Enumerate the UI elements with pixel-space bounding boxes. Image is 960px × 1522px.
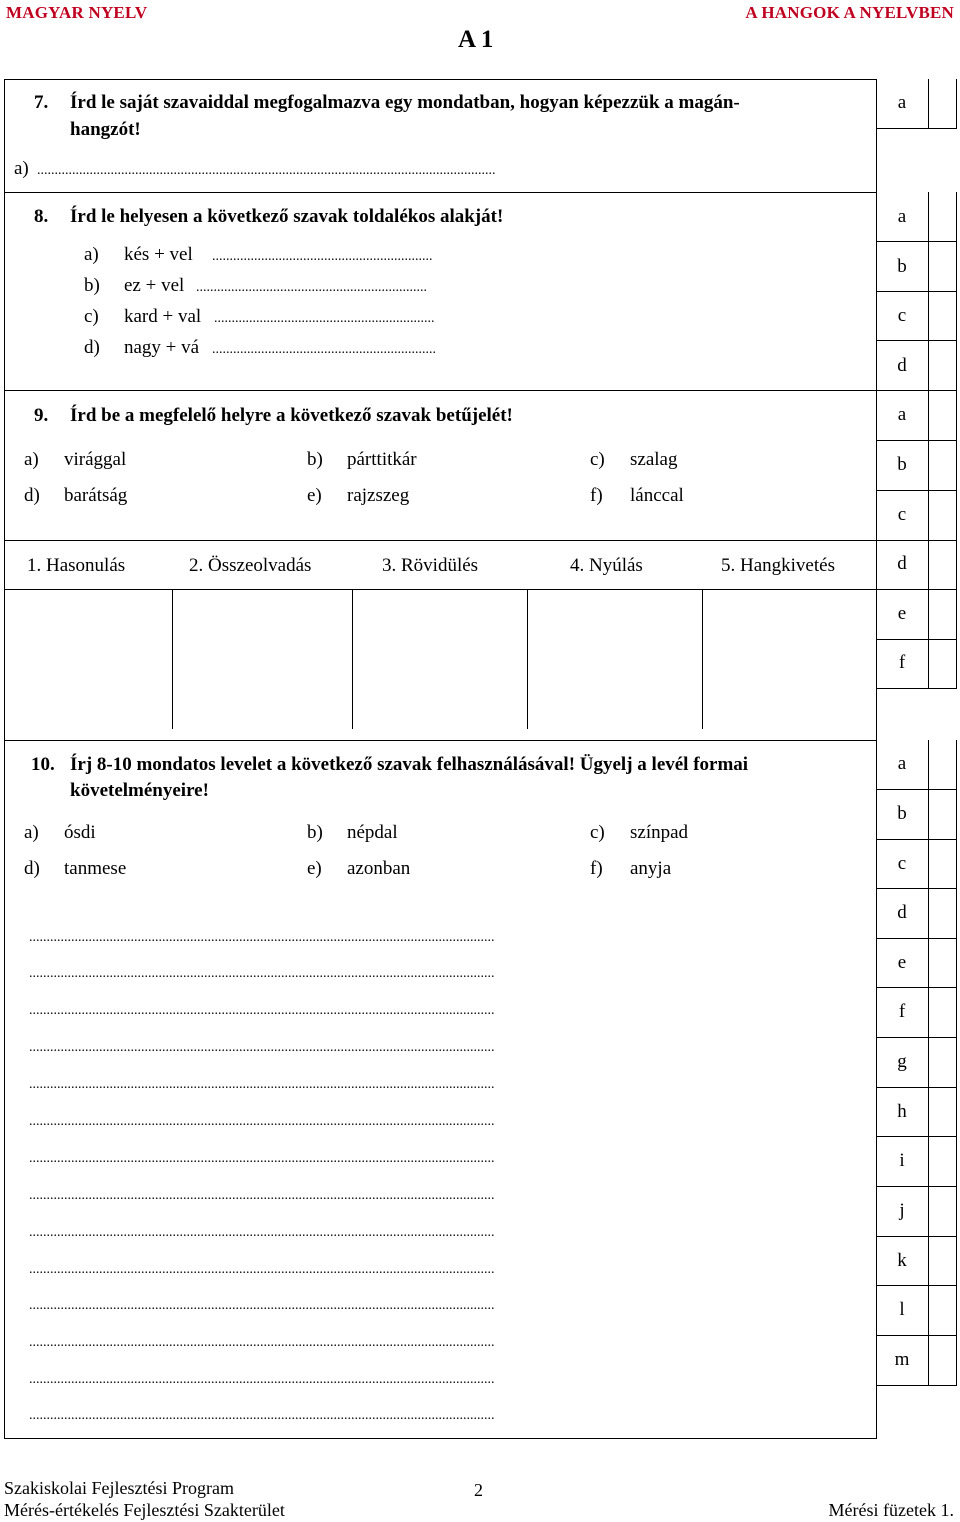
q9-category-header: 5. Hangkivetés	[721, 555, 835, 576]
score-q10-l: l	[899, 1299, 905, 1320]
test-code: A 1	[458, 26, 494, 53]
score-q9-col-right	[956, 390, 957, 688]
q9-answer-cell-nyulas[interactable]	[528, 590, 701, 728]
q10-answer-line[interactable]: .....................................................................................................................................	[29, 1188, 495, 1203]
score-q10-sep	[876, 839, 957, 840]
score-q10-sep	[876, 1335, 957, 1336]
q7-answer-prefix: a)	[14, 158, 29, 179]
score-q9-a: a	[897, 404, 907, 425]
score-q10-sep	[876, 987, 957, 988]
header-right: A HANGOK A NYELVBEN	[745, 3, 954, 22]
q8-item-word: kard + val	[124, 306, 202, 327]
score-q9-b: b	[897, 454, 907, 475]
q10-answer-line[interactable]: .....................................................................................................................................	[29, 1151, 495, 1166]
score-q9-sep-3	[876, 540, 957, 541]
q7-answer-line[interactable]: ...................................................................................................................................	[37, 163, 496, 178]
q8-item-letter: a)	[84, 244, 99, 265]
q8-item-letter: d)	[84, 337, 100, 358]
q9-word: virággal	[64, 449, 127, 470]
q9-category-header: 2. Összeolvadás	[189, 555, 312, 576]
q9-word: szalag	[630, 449, 678, 470]
q9-word: lánccal	[630, 485, 684, 506]
score-q10-sep	[876, 1385, 957, 1386]
q8-number: 8.	[34, 206, 49, 227]
q10-answer-line[interactable]: .....................................................................................................................................	[29, 1077, 495, 1092]
score-q9-sep-6	[876, 688, 957, 689]
q9-word-letter: d)	[24, 485, 40, 506]
header-left: MAGYAR NYELV	[6, 3, 148, 22]
q8-text: Írd le helyesen a következő szavak toldalékos alakját!	[70, 206, 504, 227]
q9-text: Írd be a megfelelő helyre a következő szavak betűjelét!	[70, 405, 513, 426]
q10-word-letter: a)	[24, 822, 39, 843]
q8-item-word: kés + vel	[124, 244, 193, 265]
score-q9-f: f	[898, 652, 906, 673]
footer-program: Szakiskolai Fejlesztési Program	[4, 1478, 234, 1498]
score-q10-sep	[876, 1186, 957, 1187]
q10-answer-line[interactable]: .....................................................................................................................................	[29, 1298, 495, 1313]
q9-word-letter: e)	[307, 485, 322, 506]
score-q10-sep	[876, 1136, 957, 1137]
q10-answer-line[interactable]: .....................................................................................................................................	[29, 1003, 495, 1018]
q10-word-letter: b)	[307, 822, 323, 843]
footer-department: Mérés-értékelés Fejlesztési Szakterület	[4, 1500, 285, 1520]
score-q10-sep	[876, 1087, 957, 1088]
q9-category-header: 4. Nyúlás	[570, 555, 643, 576]
score-q9-e: e	[897, 603, 907, 624]
score-q10-m: m	[894, 1349, 910, 1370]
q10-answer-line[interactable]: .....................................................................................................................................	[29, 966, 495, 981]
q10-number: 10.	[31, 754, 55, 775]
score-q8-b: b	[897, 256, 907, 277]
score-q10-f: f	[898, 1001, 906, 1022]
q10-word-letter: f)	[590, 858, 603, 879]
q9-word: párttitkár	[347, 449, 417, 470]
q9-answer-cell-hangkivetes[interactable]	[703, 590, 875, 728]
score-q10-j: j	[899, 1200, 905, 1221]
score-q10-h: h	[897, 1101, 907, 1122]
score-q10-i: i	[899, 1150, 905, 1171]
score-q9-sep-5	[876, 639, 957, 640]
q10-word: azonban	[347, 858, 411, 879]
q8-item-answer-line[interactable]: ................................................................	[212, 342, 436, 357]
q10-word-letter: c)	[590, 822, 605, 843]
score-q10-k: k	[897, 1250, 907, 1271]
q8-item-answer-line[interactable]: ...............................................................	[214, 311, 435, 326]
score-q10-sep	[876, 1285, 957, 1286]
q10-answer-line[interactable]: .....................................................................................................................................	[29, 1225, 495, 1240]
score-q10-sep	[876, 938, 957, 939]
score-q9-sep-4	[876, 589, 957, 590]
q9-word-letter: a)	[24, 449, 39, 470]
score-q7-box-bottom	[876, 128, 957, 129]
q10-answer-line[interactable]: .....................................................................................................................................	[29, 1372, 495, 1387]
score-q10-e: e	[897, 952, 907, 973]
score-q10-sep	[876, 1236, 957, 1237]
frame-top	[4, 79, 877, 80]
q8-item-letter: c)	[84, 306, 99, 327]
q10-answer-line[interactable]: .....................................................................................................................................	[29, 1114, 495, 1129]
q8-item-answer-line[interactable]: ..................................................................	[196, 280, 427, 295]
score-q7-box-left	[928, 79, 929, 128]
q10-word-letter: e)	[307, 858, 322, 879]
page-number: 2	[474, 1480, 483, 1500]
q7-text-line1: Írd le saját szavaiddal megfogalmazva egy mondatban, hogyan képezzük a magán-	[70, 92, 740, 113]
score-q7-box-right	[956, 79, 957, 128]
q9-table-top	[4, 540, 877, 541]
q9-category-header: 1. Hasonulás	[27, 555, 126, 576]
q10-answer-line[interactable]: .....................................................................................................................................	[29, 1335, 495, 1350]
score-q10-a: a	[897, 753, 907, 774]
score-q10-sep	[876, 789, 957, 790]
q10-text-line1: Írj 8-10 mondatos levelet a következő szavak felhasználásával! Ügyelj a levél formai	[70, 754, 749, 775]
q8-item-word: ez + vel	[124, 275, 185, 296]
q9-number: 9.	[34, 405, 49, 426]
score-q10-sep	[876, 1037, 957, 1038]
q10-text-line2: követelményeire!	[70, 780, 209, 801]
q10-word: tanmese	[64, 858, 127, 879]
q8-q9-divider	[4, 390, 877, 391]
frame-bottom	[4, 1438, 877, 1439]
q8-item-answer-line[interactable]: ...............................................................	[212, 249, 433, 264]
q10-answer-line[interactable]: .....................................................................................................................................	[29, 1408, 495, 1423]
q9-word-letter: c)	[590, 449, 605, 470]
score-q9-sep-1	[876, 440, 957, 441]
q9-answer-cell-rovidules[interactable]	[353, 590, 526, 728]
score-q9-col-left	[928, 390, 929, 688]
score-q7-a: a	[897, 92, 907, 113]
q10-answer-line[interactable]: .....................................................................................................................................	[29, 1040, 495, 1055]
q10-word-letter: d)	[24, 858, 40, 879]
q7-q8-divider	[4, 192, 877, 193]
q9-answer-cell-osszeolvadas[interactable]	[173, 590, 351, 728]
score-q8-sep-2	[876, 291, 957, 292]
q9-answer-cell-hasonulas[interactable]	[5, 590, 171, 728]
q7-text-line2: hangzót!	[70, 119, 141, 140]
q10-word: népdal	[347, 822, 398, 843]
q9-q10-divider	[4, 740, 877, 741]
q10-word: ósdi	[64, 822, 96, 843]
score-q10-g: g	[897, 1051, 907, 1072]
score-q10-col-right	[956, 740, 957, 1386]
q8-item-word: nagy + vá	[124, 337, 200, 358]
q10-word: anyja	[630, 858, 672, 879]
score-q8-sep-4	[876, 390, 957, 391]
frame-left	[4, 79, 5, 1439]
q9-word-letter: f)	[590, 485, 603, 506]
q9-word-letter: b)	[307, 449, 323, 470]
score-q9-d: d	[897, 553, 907, 574]
score-q10-sep	[876, 888, 957, 889]
q9-category-header: 3. Rövidülés	[382, 555, 479, 576]
q8-item-letter: b)	[84, 275, 100, 296]
q7-number: 7.	[34, 92, 49, 113]
q10-answer-line[interactable]: .....................................................................................................................................	[29, 1262, 495, 1277]
score-q10-b: b	[897, 803, 907, 824]
q9-word: rajzszeg	[347, 485, 410, 506]
q10-answer-line[interactable]: .....................................................................................................................................	[29, 930, 495, 945]
score-q8-a: a	[897, 206, 907, 227]
score-q10-c: c	[897, 853, 907, 874]
q10-word: színpad	[630, 822, 689, 843]
score-q9-c: c	[897, 504, 907, 525]
footer-series: Mérési füzetek 1.	[828, 1500, 954, 1520]
q9-word: barátság	[64, 485, 128, 506]
score-q9-sep-2	[876, 490, 957, 491]
score-q8-sep-1	[876, 241, 957, 242]
score-q10-d: d	[897, 902, 907, 923]
score-q8-d: d	[897, 355, 907, 376]
score-q8-c: c	[897, 305, 907, 326]
score-q10-col-left	[928, 740, 929, 1386]
score-q8-sep-3	[876, 340, 957, 341]
